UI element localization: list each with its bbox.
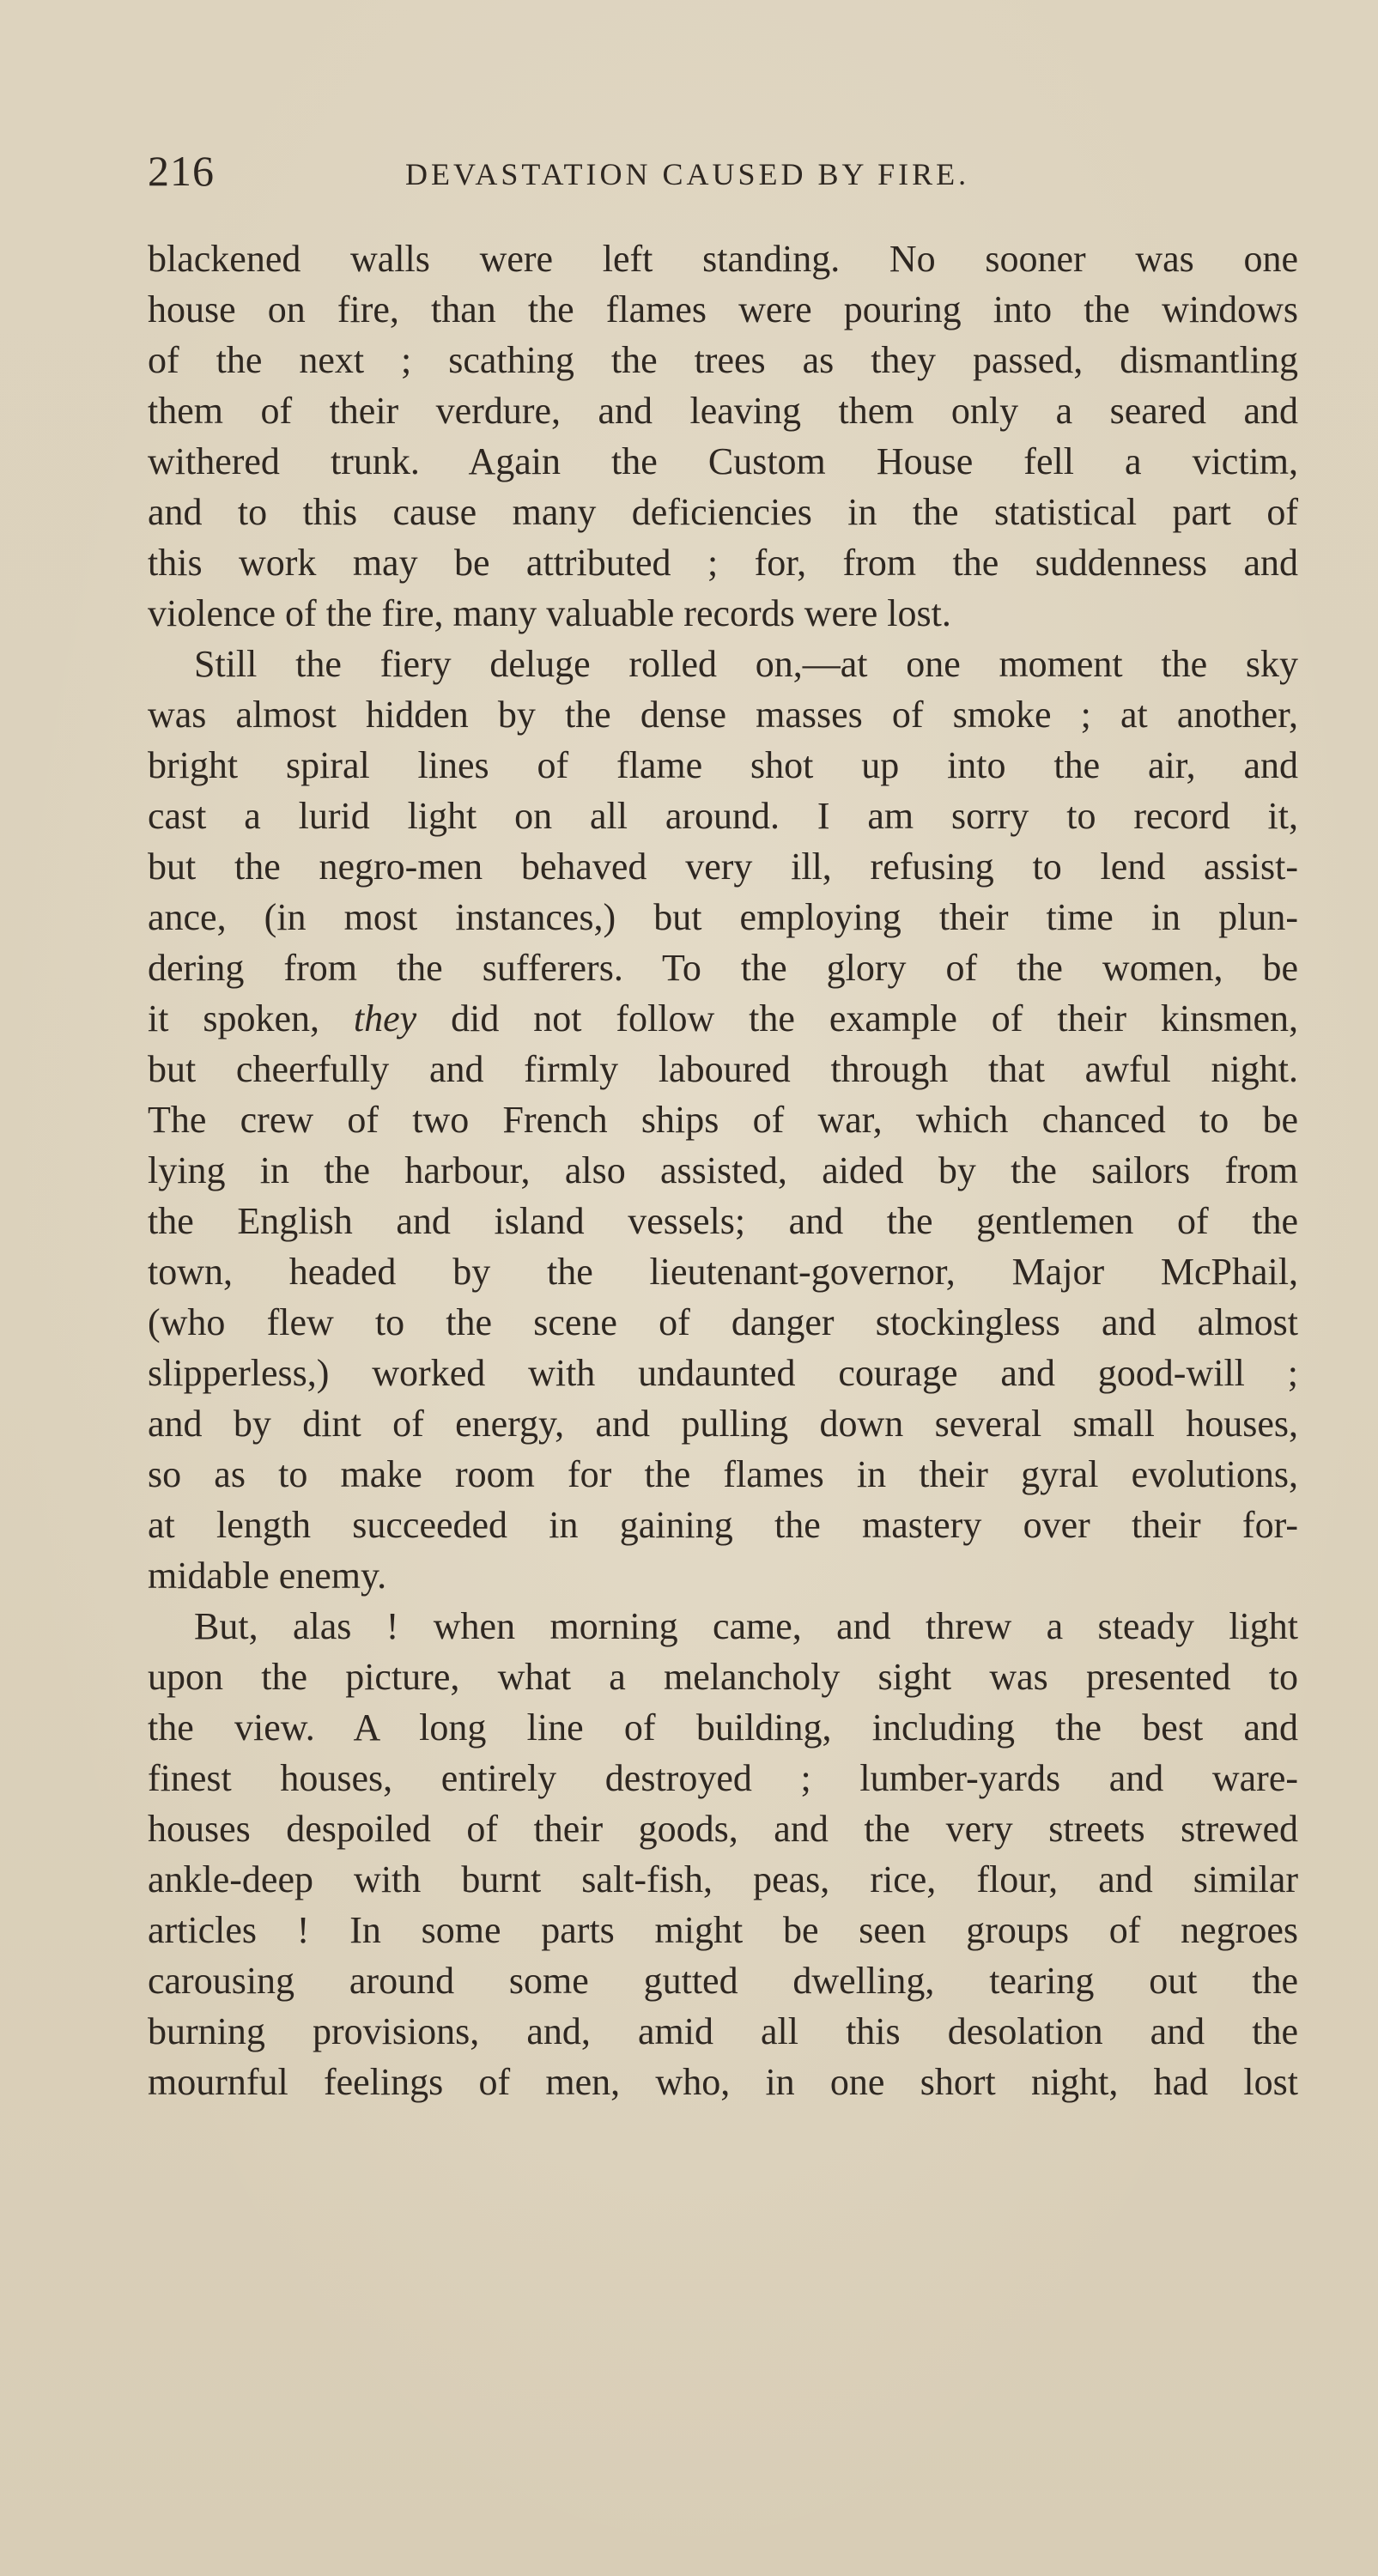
text-line: and to this cause many deficiencies in the statistical part of	[148, 491, 1298, 533]
text-line: cast a lurid light on all around. I am sorry to record it,	[148, 795, 1298, 837]
text-line: but cheerfully and firmly laboured through that awful night.	[148, 1048, 1298, 1090]
page-number: 216	[148, 147, 215, 195]
text-line: it spoken, they did not follow the example of their kinsmen,	[148, 997, 1298, 1039]
text-line: upon the picture, what a melancholy sight was presented to	[148, 1656, 1298, 1698]
text-line: burning provisions, and, amid all this desolation and the	[148, 2010, 1298, 2052]
page-header	[148, 146, 1298, 206]
body-text	[148, 233, 1298, 2107]
text-line: was almost hidden by the dense masses of smoke ; at another,	[148, 694, 1298, 736]
text-line: dering from the sufferers. To the glory of the women, be	[148, 947, 1298, 989]
text-line: houses despoiled of their goods, and the very streets strewed	[148, 1808, 1298, 1850]
text-line: the English and island vessels; and the gentlemen of the	[148, 1200, 1298, 1242]
text-line: them of their verdure, and leaving them only a seared and	[148, 390, 1298, 432]
text-line: But, alas ! when morning came, and threw a steady light	[194, 1605, 1298, 1647]
text-line: this work may be attributed ; for, from the suddenness and	[148, 542, 1298, 584]
text-line: slipperless,) worked with undaunted courage and good-will ;	[148, 1352, 1298, 1394]
text-line: town, headed by the lieutenant-governor, Major McPhail,	[148, 1251, 1298, 1293]
text-line: and by dint of energy, and pulling down several small houses,	[148, 1403, 1298, 1445]
text-line: articles ! In some parts might be seen groups of negroes	[148, 1909, 1298, 1951]
text-line: of the next ; scathing the trees as they passed, dismantling	[148, 339, 1298, 381]
text-line: ankle-deep with burnt salt-fish, peas, rice, flour, and similar	[148, 1858, 1298, 1900]
emphasis: they	[353, 997, 417, 1039]
text-line: Still the fiery deluge rolled on,—at one moment the sky	[194, 643, 1298, 685]
text-line: house on fire, than the flames were pouring into the windows	[148, 288, 1298, 330]
text-line: so as to make room for the flames in their gyral evolutions,	[148, 1453, 1298, 1495]
text-line: mournful feelings of men, who, in one short night, had lost	[148, 2061, 1298, 2103]
text-line: at length succeeded in gaining the mastery over their for-	[148, 1504, 1298, 1546]
text-line: violence of the fire, many valuable records were lost.	[148, 592, 951, 634]
text-line: bright spiral lines of flame shot up into the air, and	[148, 744, 1298, 786]
text-line: ance, (in most instances,) but employing their time in plun-	[148, 896, 1298, 938]
text-line: withered trunk. Again the Custom House fell a victim,	[148, 440, 1298, 482]
text-line: the view. A long line of building, including the best and	[148, 1706, 1298, 1749]
text-line: carousing around some gutted dwelling, tearing out the	[148, 1960, 1298, 2002]
text-line: but the negro-men behaved very ill, refusing to lend assist-	[148, 846, 1298, 888]
text-line: midable enemy.	[148, 1555, 387, 1597]
text-line: finest houses, entirely destroyed ; lumber-yards and ware-	[148, 1757, 1298, 1799]
text-line: lying in the harbour, also assisted, aided by the sailors from	[148, 1149, 1298, 1191]
text-line: (who flew to the scene of danger stockingless and almost	[148, 1301, 1298, 1343]
text-line: blackened walls were left standing. No sooner was one	[148, 238, 1298, 280]
text-line: The crew of two French ships of war, which chanced to be	[148, 1099, 1298, 1141]
running-head: DEVASTATION CAUSED BY FIRE.	[405, 157, 970, 191]
